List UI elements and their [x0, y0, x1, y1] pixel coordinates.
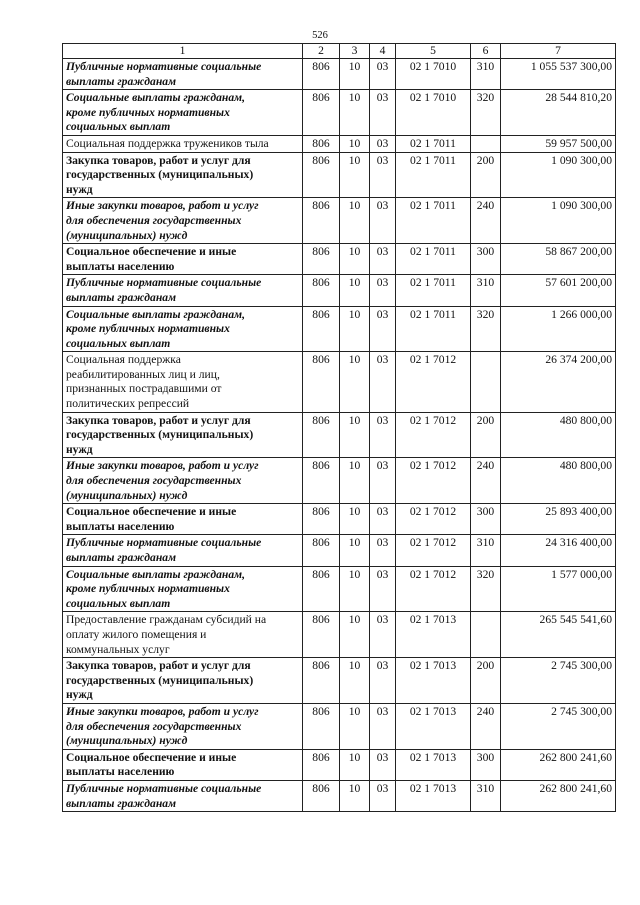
ministry-code-cell: 806: [303, 90, 340, 136]
budget-table: [62, 43, 616, 812]
section-code-cell: 10: [340, 135, 370, 152]
subsection-code-cell: 03: [370, 749, 396, 780]
target-article-cell: 02 1 7010: [396, 90, 471, 136]
expense-name-cell: [63, 504, 303, 535]
section-code-cell: 10: [340, 749, 370, 780]
section-code-cell: 10: [340, 780, 370, 811]
subsection-code-cell: 03: [370, 612, 396, 658]
expense-name-line: нужд: [66, 442, 93, 456]
page-number: 526: [312, 30, 328, 41]
section-code-cell: 10: [340, 504, 370, 535]
table-row: [63, 275, 616, 306]
target-article-cell: 02 1 7011: [396, 152, 471, 198]
expense-name-line: (муниципальных) нужд: [66, 734, 188, 748]
expense-name-line: оплату жилого помещения и: [66, 627, 207, 641]
table-row: [63, 566, 616, 612]
section-code-cell: 10: [340, 566, 370, 612]
expense-name-line: Социальное обеспечение и иные: [66, 750, 237, 764]
expense-name-cell: [63, 135, 303, 152]
expense-type-cell: 320: [471, 566, 501, 612]
expense-type-cell: 300: [471, 749, 501, 780]
expense-type-cell: 200: [471, 412, 501, 458]
target-article-cell: 02 1 7011: [396, 244, 471, 275]
amount-cell: 1 090 300,00: [501, 198, 616, 244]
expense-name-line: для обеспечения государственных: [66, 213, 242, 227]
expense-name-cell: [63, 152, 303, 198]
expense-name-line: выплаты гражданам: [66, 290, 177, 304]
ministry-code-cell: 806: [303, 780, 340, 811]
expense-name-line: Социальные выплаты гражданам,: [66, 567, 245, 581]
expense-name-line: государственных (муниципальных): [66, 168, 254, 182]
header-row: [63, 44, 616, 59]
section-code-cell: 10: [340, 535, 370, 566]
target-article-cell: 02 1 7013: [396, 749, 471, 780]
subsection-code-cell: 03: [370, 504, 396, 535]
subsection-code-cell: 03: [370, 780, 396, 811]
section-code-cell: 10: [340, 703, 370, 749]
target-article-cell: 02 1 7012: [396, 352, 471, 412]
section-code-cell: 10: [340, 612, 370, 658]
ministry-code-cell: 806: [303, 703, 340, 749]
amount-cell: 262 800 241,60: [501, 780, 616, 811]
expense-name-cell: [63, 566, 303, 612]
table-row: [63, 535, 616, 566]
expense-type-cell: 300: [471, 244, 501, 275]
section-code-cell: 10: [340, 198, 370, 244]
expense-name-cell: [63, 412, 303, 458]
expense-name-cell: [63, 780, 303, 811]
expense-name-line: Социальное обеспечение и иные: [66, 245, 237, 259]
amount-cell: 25 893 400,00: [501, 504, 616, 535]
amount-cell: 1 055 537 300,00: [501, 59, 616, 90]
target-article-cell: 02 1 7013: [396, 612, 471, 658]
expense-name-cell: [63, 535, 303, 566]
expense-name-cell: [63, 612, 303, 658]
expense-name-line: Иные закупки товаров, работ и услуг: [66, 704, 259, 718]
section-code-cell: 10: [340, 458, 370, 504]
target-article-cell: 02 1 7012: [396, 504, 471, 535]
ministry-code-cell: 806: [303, 306, 340, 352]
amount-cell: 58 867 200,00: [501, 244, 616, 275]
amount-cell: 480 800,00: [501, 412, 616, 458]
section-code-cell: 10: [340, 352, 370, 412]
expense-name-line: для обеспечения государственных: [66, 474, 242, 488]
subsection-code-cell: 03: [370, 198, 396, 244]
subsection-code-cell: 03: [370, 352, 396, 412]
expense-name-line: социальных выплат: [66, 336, 171, 350]
ministry-code-cell: 806: [303, 135, 340, 152]
subsection-code-cell: 03: [370, 59, 396, 90]
section-code-cell: 10: [340, 244, 370, 275]
ministry-code-cell: 806: [303, 504, 340, 535]
table-row: [63, 658, 616, 704]
expense-name-line: Закупка товаров, работ и услуг для: [66, 659, 251, 673]
subsection-code-cell: 03: [370, 152, 396, 198]
column-header-2: 2: [303, 44, 340, 59]
expense-name-line: признанных пострадавшими от: [66, 382, 222, 396]
expense-name-line: Социальные выплаты гражданам,: [66, 307, 245, 321]
subsection-code-cell: 03: [370, 135, 396, 152]
expense-name-line: нужд: [66, 182, 93, 196]
amount-cell: 1 090 300,00: [501, 152, 616, 198]
table-row: [63, 703, 616, 749]
amount-cell: 24 316 400,00: [501, 535, 616, 566]
target-article-cell: 02 1 7011: [396, 306, 471, 352]
expense-name-line: коммунальных услуг: [66, 642, 170, 656]
ministry-code-cell: 806: [303, 275, 340, 306]
expense-name-cell: [63, 749, 303, 780]
expense-type-cell: 300: [471, 504, 501, 535]
expense-name-line: государственных (муниципальных): [66, 673, 254, 687]
expense-name-line: выплаты гражданам: [66, 551, 177, 564]
subsection-code-cell: 03: [370, 275, 396, 306]
expense-name-line: государственных (муниципальных): [66, 428, 254, 442]
expense-name-line: кроме публичных нормативных: [66, 582, 230, 596]
column-header-4: 4: [370, 44, 396, 59]
target-article-cell: 02 1 7013: [396, 703, 471, 749]
expense-name-cell: [63, 275, 303, 306]
expense-type-cell: 240: [471, 198, 501, 244]
subsection-code-cell: 03: [370, 244, 396, 275]
subsection-code-cell: 03: [370, 306, 396, 352]
subsection-code-cell: 03: [370, 412, 396, 458]
amount-cell: 28 544 810,20: [501, 90, 616, 136]
amount-cell: 480 800,00: [501, 458, 616, 504]
column-header-6: 6: [471, 44, 501, 59]
expense-type-cell: [471, 135, 501, 152]
target-article-cell: 02 1 7013: [396, 780, 471, 811]
section-code-cell: 10: [340, 152, 370, 198]
table-row: [63, 458, 616, 504]
table-row: [63, 612, 616, 658]
expense-name-cell: [63, 244, 303, 275]
ministry-code-cell: 806: [303, 59, 340, 90]
expense-type-cell: 310: [471, 780, 501, 811]
ministry-code-cell: 806: [303, 198, 340, 244]
amount-cell: 59 957 500,00: [501, 135, 616, 152]
amount-cell: 2 745 300,00: [501, 703, 616, 749]
expense-name-line: социальных выплат: [66, 120, 171, 134]
table-row: [63, 244, 616, 275]
amount-cell: 1 266 000,00: [501, 306, 616, 352]
expense-name-line: Закупка товаров, работ и услуг для: [66, 413, 251, 427]
expense-name-cell: [63, 198, 303, 244]
column-header-3: 3: [340, 44, 370, 59]
expense-name-line: Иные закупки товаров, работ и услуг: [66, 459, 259, 473]
expense-name-cell: [63, 703, 303, 749]
ministry-code-cell: 806: [303, 749, 340, 780]
ministry-code-cell: 806: [303, 658, 340, 704]
subsection-code-cell: 03: [370, 535, 396, 566]
amount-cell: 1 577 000,00: [501, 566, 616, 612]
expense-name-line: нужд: [66, 688, 93, 702]
expense-type-cell: 240: [471, 458, 501, 504]
target-article-cell: 02 1 7013: [396, 658, 471, 704]
expense-name-line: Социальное обеспечение и иные: [66, 505, 237, 519]
expense-name-line: выплаты населению: [66, 259, 175, 273]
target-article-cell: 02 1 7012: [396, 535, 471, 566]
expense-name-cell: [63, 458, 303, 504]
ministry-code-cell: 806: [303, 152, 340, 198]
ministry-code-cell: 806: [303, 535, 340, 566]
amount-cell: 2 745 300,00: [501, 658, 616, 704]
expense-name-line: реабилитированных лиц и лиц,: [66, 367, 220, 381]
target-article-cell: 02 1 7011: [396, 198, 471, 244]
subsection-code-cell: 03: [370, 566, 396, 612]
section-code-cell: 10: [340, 90, 370, 136]
ministry-code-cell: 806: [303, 352, 340, 412]
expense-name-line: кроме публичных нормативных: [66, 322, 230, 336]
ministry-code-cell: 806: [303, 244, 340, 275]
expense-type-cell: 240: [471, 703, 501, 749]
amount-cell: 265 545 541,60: [501, 612, 616, 658]
amount-cell: 26 374 200,00: [501, 352, 616, 412]
table-row: [63, 135, 616, 152]
expense-name-cell: [63, 90, 303, 136]
expense-type-cell: 320: [471, 90, 501, 136]
table-row: [63, 780, 616, 811]
expense-name-cell: [63, 352, 303, 412]
table-row: [63, 152, 616, 198]
table-row: [63, 198, 616, 244]
amount-cell: 57 601 200,00: [501, 275, 616, 306]
ministry-code-cell: 806: [303, 412, 340, 458]
ministry-code-cell: 806: [303, 458, 340, 504]
section-code-cell: 10: [340, 412, 370, 458]
expense-name-line: Социальная поддержка тружеников тыла: [66, 136, 269, 150]
expense-name-line: Предоставление гражданам субсидий на: [66, 613, 267, 627]
expense-name-cell: [63, 306, 303, 352]
expense-name-line: социальных выплат: [66, 596, 171, 610]
section-code-cell: 10: [340, 658, 370, 704]
expense-name-line: Иные закупки товаров, работ и услуг: [66, 199, 259, 213]
ministry-code-cell: 806: [303, 566, 340, 612]
expense-name-line: кроме публичных нормативных: [66, 105, 230, 119]
expense-name-line: политических репрессий: [66, 397, 190, 411]
section-code-cell: 10: [340, 59, 370, 90]
target-article-cell: 02 1 7011: [396, 135, 471, 152]
expense-type-cell: 200: [471, 152, 501, 198]
expense-name-line: Публичные нормативные социальные: [66, 60, 262, 73]
table-row: [63, 749, 616, 780]
section-code-cell: 10: [340, 306, 370, 352]
expense-type-cell: 310: [471, 59, 501, 90]
ministry-code-cell: 806: [303, 612, 340, 658]
table-row: [63, 59, 616, 90]
expense-name-line: (муниципальных) нужд: [66, 488, 188, 502]
expense-name-line: Социальная поддержка: [66, 353, 181, 367]
target-article-cell: 02 1 7012: [396, 412, 471, 458]
expense-name-cell: [63, 59, 303, 90]
expense-name-line: выплаты гражданам: [66, 74, 177, 88]
expense-name-line: Социальные выплаты гражданам,: [66, 91, 245, 105]
table-row: [63, 412, 616, 458]
expense-name-line: выплаты населению: [66, 765, 175, 779]
expense-name-line: выплаты гражданам: [66, 796, 177, 810]
target-article-cell: 02 1 7010: [396, 59, 471, 90]
expense-type-cell: 200: [471, 658, 501, 704]
expense-type-cell: 310: [471, 275, 501, 306]
target-article-cell: 02 1 7012: [396, 566, 471, 612]
expense-type-cell: 310: [471, 535, 501, 566]
section-code-cell: 10: [340, 275, 370, 306]
expense-name-line: выплаты населению: [66, 519, 175, 533]
subsection-code-cell: 03: [370, 90, 396, 136]
expense-type-cell: 320: [471, 306, 501, 352]
subsection-code-cell: 03: [370, 658, 396, 704]
column-header-1: 1: [63, 44, 303, 59]
expense-type-cell: [471, 612, 501, 658]
expense-name-cell: [63, 658, 303, 704]
expense-name-line: Публичные нормативные социальные: [66, 276, 262, 290]
subsection-code-cell: 03: [370, 458, 396, 504]
table-body: [63, 59, 616, 812]
table-row: [63, 90, 616, 136]
table-row: [63, 352, 616, 412]
expense-name-line: Публичные нормативные социальные: [66, 781, 262, 795]
expense-type-cell: [471, 352, 501, 412]
expense-name-line: Закупка товаров, работ и услуг для: [66, 153, 251, 167]
target-article-cell: 02 1 7012: [396, 458, 471, 504]
expense-name-line: (муниципальных) нужд: [66, 228, 188, 242]
subsection-code-cell: 03: [370, 703, 396, 749]
column-header-5: 5: [396, 44, 471, 59]
table-row: [63, 306, 616, 352]
table-row: [63, 504, 616, 535]
expense-name-line: для обеспечения государственных: [66, 719, 242, 733]
expense-name-line: Публичные нормативные социальные: [66, 536, 262, 550]
amount-cell: 262 800 241,60: [501, 749, 616, 780]
target-article-cell: 02 1 7011: [396, 275, 471, 306]
column-header-7: 7: [501, 44, 616, 59]
